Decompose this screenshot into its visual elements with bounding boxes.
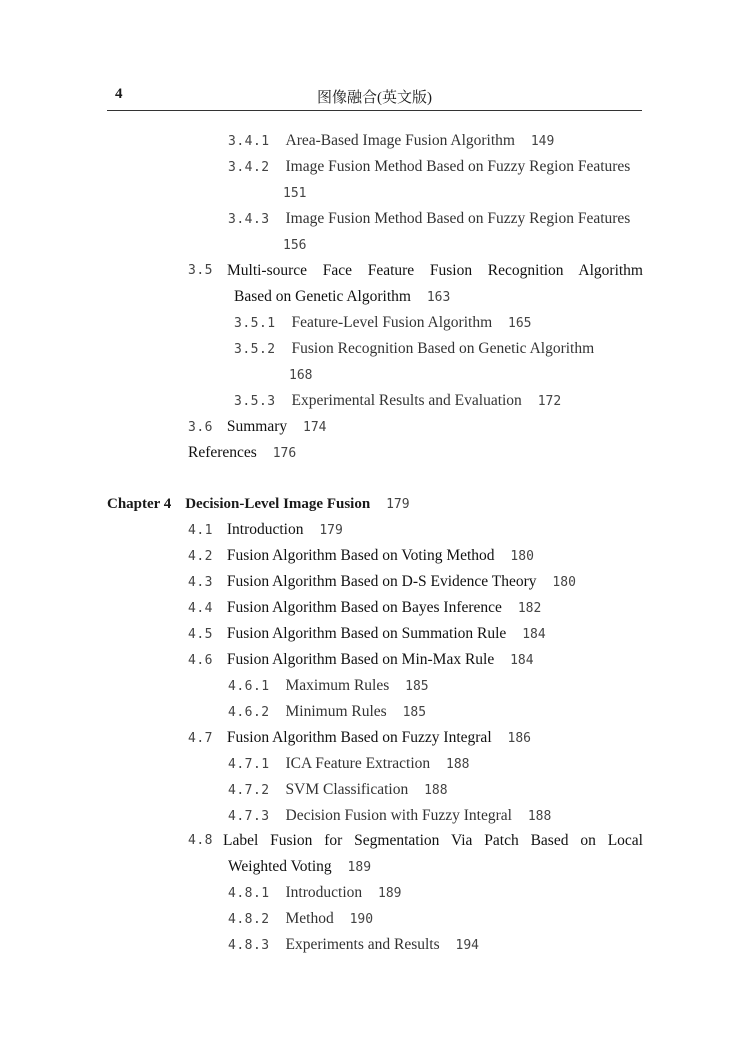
toc-number: 4.1 bbox=[188, 523, 213, 538]
toc-entry-3-5-1[interactable] bbox=[234, 313, 531, 334]
toc-entry-3-4-2-page-line bbox=[283, 183, 306, 204]
toc-title: Fusion Algorithm Based on Fuzzy Integral bbox=[226, 729, 492, 746]
toc-entry-3-4-2[interactable] bbox=[228, 157, 630, 178]
toc-entry-4-6[interactable] bbox=[188, 650, 534, 671]
toc-entry-4-8-1[interactable] bbox=[228, 883, 402, 904]
toc-page: 172 bbox=[537, 394, 562, 409]
chapter-title: Decision-Level Image Fusion bbox=[185, 496, 371, 512]
toc-page: 185 bbox=[402, 705, 427, 720]
toc-page: 156 bbox=[283, 238, 307, 253]
toc-entry-references[interactable] bbox=[188, 443, 296, 464]
toc-page: 168 bbox=[289, 368, 313, 383]
toc-entry-4-7[interactable] bbox=[188, 728, 531, 749]
toc-page: 190 bbox=[349, 912, 374, 927]
toc-page: 184 bbox=[510, 653, 534, 668]
toc-number: 4.7.1 bbox=[228, 757, 270, 772]
toc-entry-3-4-3-page-line bbox=[283, 235, 306, 256]
toc-number: 3.5 bbox=[188, 263, 213, 278]
toc-entry-4-6-1[interactable] bbox=[228, 676, 429, 697]
toc-number: 3.5.2 bbox=[234, 342, 276, 357]
toc-entry-4-2[interactable] bbox=[188, 546, 534, 567]
toc-number: 4.5 bbox=[188, 627, 213, 642]
toc-title: Fusion Algorithm Based on Bayes Inference bbox=[226, 599, 502, 616]
toc-number: 3.6 bbox=[188, 420, 213, 435]
toc-title: Fusion Algorithm Based on Summation Rule bbox=[226, 625, 507, 642]
header-rule bbox=[107, 110, 642, 111]
toc-number: 3.4.1 bbox=[228, 134, 270, 149]
toc-page: 188 bbox=[424, 783, 448, 798]
toc-title: Summary bbox=[226, 418, 288, 435]
toc-page: 189 bbox=[378, 886, 402, 901]
toc-title: References bbox=[188, 444, 257, 461]
toc-number: 4.3 bbox=[188, 575, 213, 590]
toc-entry-4-4[interactable] bbox=[188, 598, 541, 619]
toc-number: 4.8.3 bbox=[228, 938, 270, 953]
toc-entry-4-3[interactable] bbox=[188, 572, 576, 593]
toc-chapter-4[interactable] bbox=[107, 494, 410, 515]
toc-entry-4-8-2[interactable] bbox=[228, 909, 373, 930]
toc-number: 4.8.1 bbox=[228, 886, 270, 901]
toc-title: Minimum Rules bbox=[285, 703, 387, 720]
toc-page: 189 bbox=[347, 860, 372, 875]
toc-page: 179 bbox=[386, 497, 410, 512]
toc-number: 4.7.3 bbox=[228, 809, 270, 824]
toc-number: 4.8 bbox=[188, 833, 213, 848]
toc-title: Introduction bbox=[285, 884, 363, 901]
toc-page: 165 bbox=[508, 316, 532, 331]
toc-title: Multi-source Face Feature Fusion Recognition Algorithm bbox=[226, 262, 643, 279]
toc-page: 174 bbox=[303, 420, 327, 435]
toc-number: 3.5.1 bbox=[234, 316, 276, 331]
toc-number: 4.2 bbox=[188, 549, 213, 564]
toc-number: 3.5.3 bbox=[234, 394, 276, 409]
book-title: 图像融合(英文版) bbox=[317, 90, 432, 106]
toc-title: Area-Based Image Fusion Algorithm bbox=[285, 132, 515, 149]
toc-entry-3-5-2-page-line bbox=[289, 365, 312, 386]
toc-title: Experimental Results and Evaluation bbox=[291, 392, 522, 409]
toc-entry-4-6-2[interactable] bbox=[228, 702, 426, 723]
toc-number: 3.4.3 bbox=[228, 212, 270, 227]
toc-page: 182 bbox=[517, 601, 542, 616]
toc-page: 180 bbox=[552, 575, 576, 590]
toc-title: Experiments and Results bbox=[285, 936, 440, 953]
toc-page: 179 bbox=[319, 523, 343, 538]
toc-number: 4.7 bbox=[188, 731, 213, 746]
toc-title: Label Fusion for Segmentation Via Patch Based on Local bbox=[222, 832, 643, 849]
toc-entry-4-5[interactable] bbox=[188, 624, 546, 645]
toc-entry-4-8[interactable] bbox=[188, 831, 643, 851]
toc-number: 4.6.1 bbox=[228, 679, 270, 694]
page-number: 4 bbox=[115, 86, 123, 102]
toc-page: 151 bbox=[283, 186, 307, 201]
toc-title: Maximum Rules bbox=[285, 677, 390, 694]
toc-title: ICA Feature Extraction bbox=[285, 755, 431, 772]
toc-number: 4.8.2 bbox=[228, 912, 270, 927]
chapter-label: Chapter 4 bbox=[107, 496, 172, 512]
toc-title: Feature-Level Fusion Algorithm bbox=[291, 314, 493, 331]
toc-page: 180 bbox=[510, 549, 534, 564]
toc-entry-3-5-3[interactable] bbox=[234, 391, 561, 412]
toc-entry-3-5-line2 bbox=[234, 287, 450, 308]
toc-entry-3-5[interactable] bbox=[188, 261, 643, 281]
toc-entry-3-5-2[interactable] bbox=[234, 339, 594, 360]
toc-title: Decision Fusion with Fuzzy Integral bbox=[285, 807, 512, 824]
toc-page: 184 bbox=[522, 627, 546, 642]
toc-title: Fusion Recognition Based on Genetic Algorithm bbox=[291, 340, 595, 357]
toc-entry-4-8-3[interactable] bbox=[228, 935, 479, 956]
toc-number: 4.6 bbox=[188, 653, 213, 668]
toc-entry-3-4-3[interactable] bbox=[228, 209, 630, 230]
toc-entry-4-7-3[interactable] bbox=[228, 806, 551, 827]
toc-title-continued: Based on Genetic Algorithm bbox=[234, 288, 411, 305]
toc-page: 163 bbox=[426, 290, 451, 305]
toc-page: 176 bbox=[272, 446, 297, 461]
toc-entry-4-7-1[interactable] bbox=[228, 754, 470, 775]
toc-entry-4-7-2[interactable] bbox=[228, 780, 448, 801]
toc-title: Introduction bbox=[226, 521, 304, 538]
page-header bbox=[107, 86, 642, 112]
toc-page: 188 bbox=[446, 757, 470, 772]
toc-entry-4-8-line2 bbox=[228, 857, 371, 878]
toc-number: 4.6.2 bbox=[228, 705, 270, 720]
toc-entry-4-1[interactable] bbox=[188, 520, 343, 541]
toc-number: 4.4 bbox=[188, 601, 213, 616]
toc-page: 188 bbox=[527, 809, 552, 824]
toc-entry-3-6[interactable] bbox=[188, 417, 327, 438]
toc-title: Fusion Algorithm Based on Voting Method bbox=[226, 547, 495, 564]
toc-page: 185 bbox=[405, 679, 429, 694]
toc-entry-3-4-1[interactable] bbox=[228, 131, 554, 152]
toc-title-continued: Weighted Voting bbox=[228, 858, 332, 875]
toc-page: 186 bbox=[507, 731, 531, 746]
toc-title: Fusion Algorithm Based on Min-Max Rule bbox=[226, 651, 495, 668]
toc-title: Fusion Algorithm Based on D-S Evidence Theory bbox=[226, 573, 537, 590]
toc-title: SVM Classification bbox=[285, 781, 409, 798]
toc-title: Method bbox=[285, 910, 334, 927]
toc-page: 194 bbox=[455, 938, 479, 953]
toc-number: 4.7.2 bbox=[228, 783, 270, 798]
toc-number: 3.4.2 bbox=[228, 160, 270, 175]
toc-title: Image Fusion Method Based on Fuzzy Region Features bbox=[285, 210, 631, 227]
toc-page: 149 bbox=[530, 134, 555, 149]
toc-title: Image Fusion Method Based on Fuzzy Region Features bbox=[285, 158, 631, 175]
